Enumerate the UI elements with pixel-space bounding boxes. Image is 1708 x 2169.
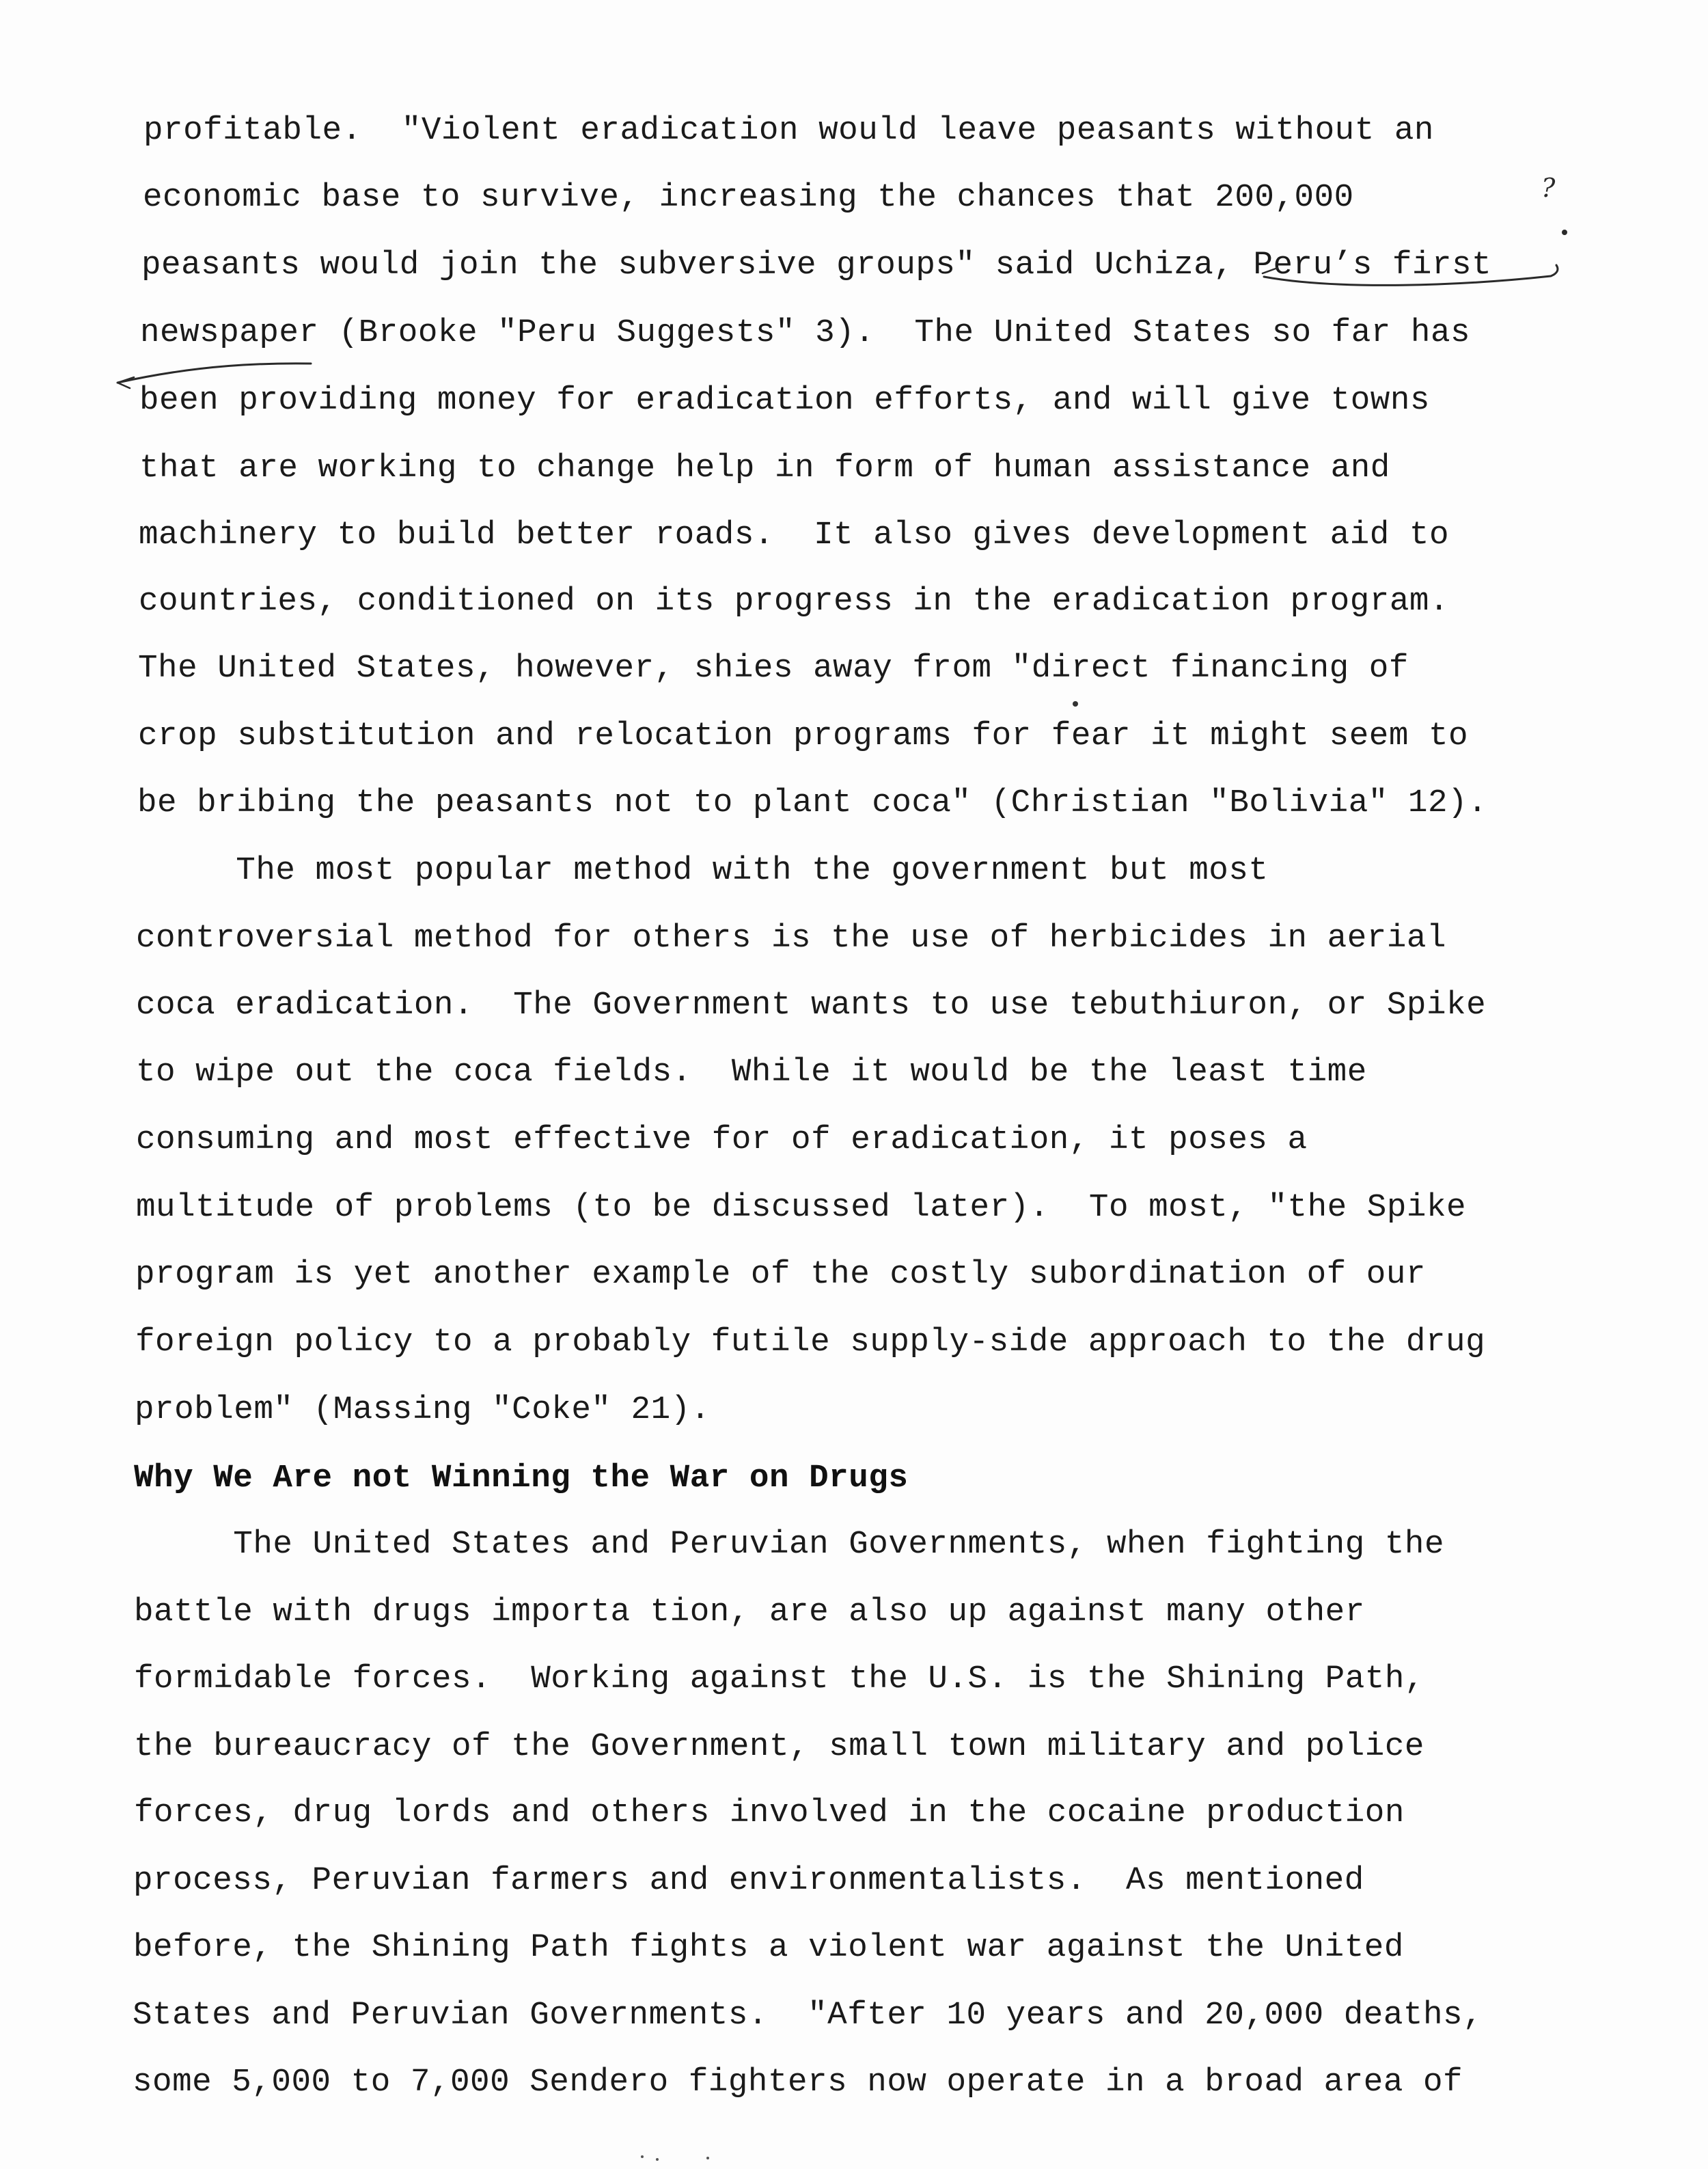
ink-dot	[1073, 701, 1078, 707]
text-line: program is yet another example of the costly subordination of our	[135, 1256, 1426, 1293]
text-line: The United States, however, shies away from "direct financing of	[138, 650, 1409, 687]
text-line: States and Peruvian Governments. "After 10 years and 20,000 deaths,	[133, 1997, 1483, 2034]
text-line: foreign policy to a probably futile supply-side approach to the drug	[135, 1324, 1486, 1361]
text-line: to wipe out the coca fields. While it would be the least time	[136, 1054, 1367, 1091]
text-line: machinery to build better roads. It also gives development aid to	[139, 517, 1450, 554]
text-line: battle with drugs importa tion, are also up against many other	[134, 1594, 1365, 1631]
ink-dot	[641, 2155, 644, 2158]
text-line: coca eradication. The Government wants to use tebuthiuron, or Spike	[136, 987, 1487, 1024]
text-line: countries, conditioned on its progress in the eradication program.	[139, 583, 1450, 620]
text-line: before, the Shining Path fights a violent war against the United	[133, 1929, 1404, 1966]
ink-dot	[706, 2157, 709, 2159]
text-line: been providing money for eradication efforts, and will give towns	[139, 382, 1430, 419]
text-line: problem" (Massing "Coke" 21).	[135, 1391, 711, 1428]
underline-stroke	[118, 364, 311, 383]
margin-dot	[1562, 230, 1567, 235]
text-line: process, Peruvian farmers and environmentalists. As mentioned	[133, 1862, 1364, 1899]
text-line: that are working to change help in form of human assistance and	[139, 450, 1390, 487]
text-line: the bureaucracy of the Government, small town military and police	[134, 1728, 1424, 1765]
text-line: some 5,000 to 7,000 Sendero fighters now operate in a broad area of	[133, 2064, 1463, 2101]
text-line: The United States and Peruvian Governments, when fighting the	[134, 1526, 1445, 1563]
margin-mark: ?	[1541, 173, 1556, 203]
text-line: consuming and most effective for of eradication, it poses a	[136, 1121, 1308, 1158]
text-line: peasants would join the subversive groups" said Uchiza, Peru’s first	[141, 247, 1492, 284]
text-line: newspaper (Brooke "Peru Suggests" 3). The United States so far has	[140, 314, 1471, 351]
arrow-stroke	[118, 377, 134, 388]
text-line: formidable forces. Working against the U.S. is the Shining Path,	[134, 1661, 1424, 1697]
text-line: The most popular method with the government but most	[137, 852, 1269, 889]
text-line: profitable. "Violent eradication would leave peasants without an	[143, 112, 1434, 149]
text-line: controversial method for others is the use of herbicides in aerial	[136, 920, 1447, 957]
text-line: economic base to survive, increasing the chances that 200,000	[143, 179, 1354, 216]
section-heading: Why We Are not Winning the War on Drugs	[134, 1460, 909, 1497]
ink-dot	[656, 2158, 659, 2161]
text-line: multitude of problems (to be discussed later). To most, "the Spike	[136, 1189, 1467, 1226]
text-line: forces, drug lords and others involved in the cocaine production	[134, 1795, 1405, 1831]
text-line: be bribing the peasants not to plant coca" (Christian "Bolivia" 12).	[137, 785, 1488, 821]
text-line: crop substitution and relocation programs for fear it might seem to	[138, 718, 1469, 754]
